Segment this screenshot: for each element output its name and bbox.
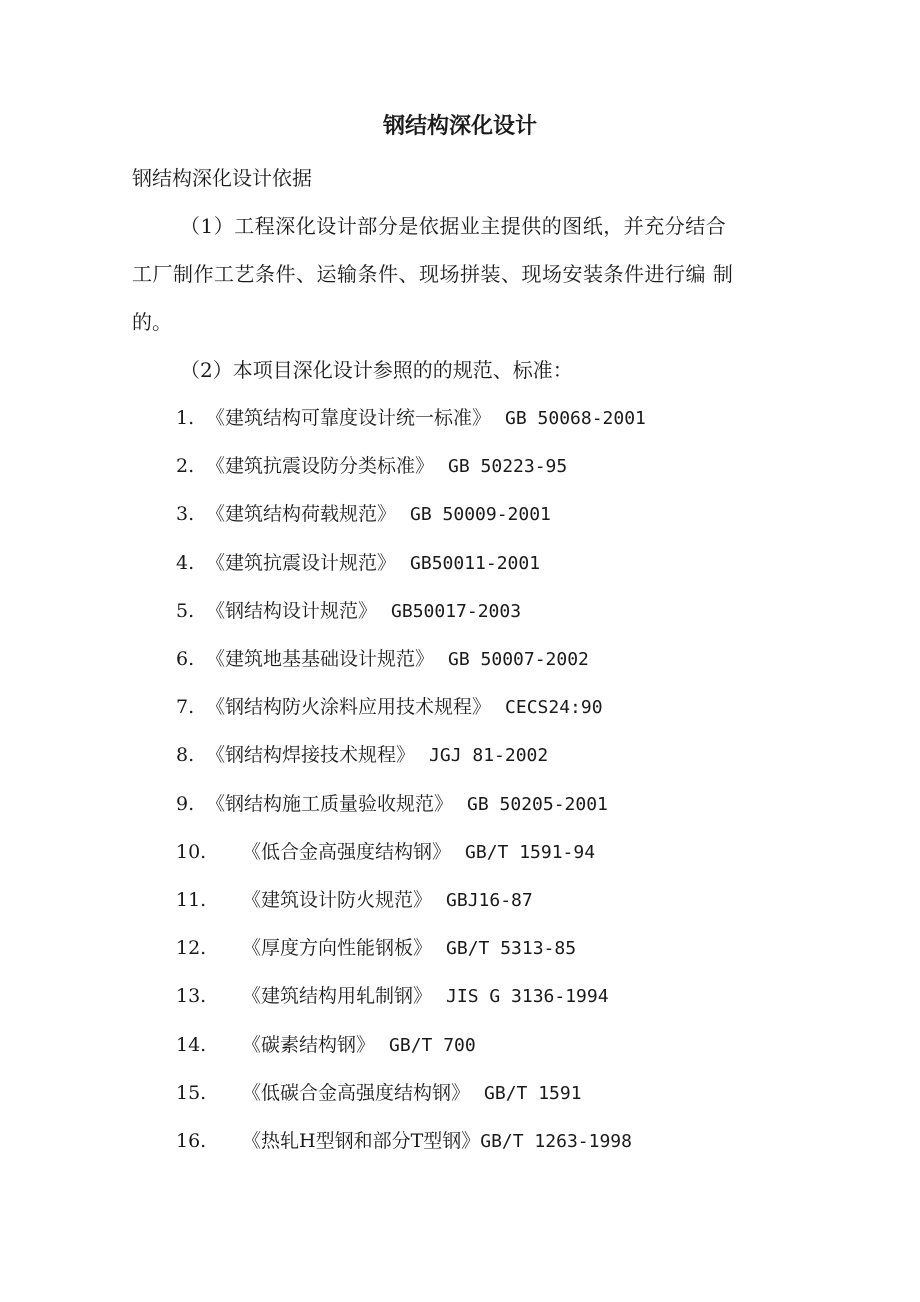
standard-name: 《钢结构焊接技术规程》 [206,744,416,766]
list-item-number: 16. [176,1130,207,1152]
list-item-text [206,499,551,530]
standard-code: GB 50007-2002 [448,649,589,670]
list-item-number: 11. [176,889,207,911]
list-item-number: 4. [176,552,195,574]
list-item-text [206,596,521,627]
standard-code: GBJ16-87 [446,890,533,911]
list-item-number: 10. [176,841,207,863]
list-item-text [206,451,567,482]
list-item-text [206,789,608,820]
standard-code: JIS G 3136-1994 [446,986,609,1007]
list-item-text [206,548,540,579]
list-item-number: 14. [176,1034,207,1056]
paragraph-1-line-3: 的。 [132,310,172,334]
standard-name: 《钢结构设计规范》 [206,600,378,622]
list-item-number: 7. [176,696,195,718]
list-item-text [242,981,609,1012]
standard-name: 《建筑结构荷载规范》 [206,503,397,525]
standard-name: 《钢结构防火涂料应用技术规程》 [206,696,492,718]
list-item-text [242,1078,582,1109]
list-item-number: 5. [176,600,195,622]
list-item-number: 8. [176,744,195,766]
standard-code: GB50011-2001 [410,553,541,574]
standard-name: 《建筑地基基础设计规范》 [206,648,435,670]
standard-name: 《热轧H型钢和部分T型钢》 [242,1130,481,1152]
page-title: 钢结构深化设计 [382,114,537,139]
paragraph-2: （2）本项目深化设计参照的的规范、标准： [180,358,573,382]
standard-name: 《低碳合金高强度结构钢》 [242,1082,471,1104]
standard-code: GB 50223-95 [448,456,568,477]
list-item-number: 15. [176,1082,207,1104]
standard-code: GB 50205-2001 [467,794,608,815]
paragraph-1-line-1: （1）工程深化设计部分是依据业主提供的图纸，并充分结合 [180,214,727,238]
standard-name: 《建筑抗震设防分类标准》 [206,455,435,477]
standard-code: GB/T 1591-94 [465,842,596,863]
list-item-number: 3. [176,503,195,525]
standard-code: GB 50068-2001 [505,408,646,429]
standard-code: JGJ 81-2002 [429,745,549,766]
list-item-text [242,933,576,964]
section-heading: 钢结构深化设计依据 [132,166,312,190]
list-item-number: 9. [176,793,195,815]
standard-name: 《建筑设计防火规范》 [242,889,433,911]
standard-name: 《碳素结构钢》 [242,1034,376,1056]
standard-code: GB/T 1591 [484,1083,582,1104]
list-item-text [206,644,589,675]
list-item-text [206,403,646,434]
standard-code: GB/T 5313-85 [446,938,577,959]
standard-name: 《低合金高强度结构钢》 [242,841,452,863]
list-item-text [242,1030,476,1061]
standard-code: CECS24:90 [505,697,603,718]
list-item-text [206,740,548,771]
standard-code: GB 50009-2001 [410,504,551,525]
standard-code: GB/T 1263-1998 [480,1131,632,1152]
standard-name: 《建筑抗震设计规范》 [206,552,397,574]
standard-name: 《建筑结构用轧制钢》 [242,985,433,1007]
list-item-text [206,692,603,723]
standard-name: 《建筑结构可靠度设计统一标准》 [206,407,492,429]
list-item-number: 13. [176,985,207,1007]
list-item-text [242,837,595,868]
standard-name: 《钢结构施工质量验收规范》 [206,793,454,815]
paragraph-1-line-2: 工厂制作工艺条件、运输条件、现场拼装、现场安装条件进行编 制 [132,262,734,286]
standard-code: GB50017-2003 [391,601,522,622]
list-item-number: 1. [176,407,195,429]
list-item-text [242,885,533,916]
list-item-number: 2. [176,455,195,477]
list-item-number: 12. [176,937,207,959]
standard-code: GB/T 700 [389,1035,476,1056]
list-item-text [242,1126,632,1157]
standard-name: 《厚度方向性能钢板》 [242,937,433,959]
list-item-number: 6. [176,648,195,670]
